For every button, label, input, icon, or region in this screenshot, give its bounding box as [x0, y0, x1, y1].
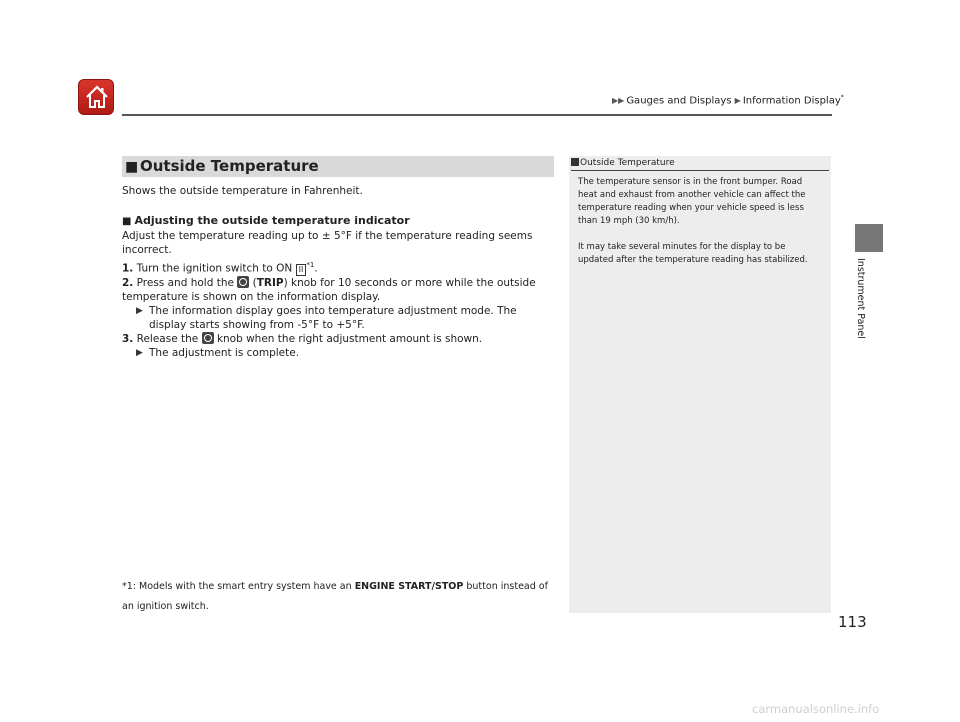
intro-text: Shows the outside temperature in Fahrenheit.: [122, 185, 363, 197]
footnote-ref: *1: [306, 261, 315, 269]
note-icon: [571, 158, 579, 166]
section-title: Outside Temperature: [140, 157, 319, 175]
side-note-divider: [571, 170, 829, 171]
trip-knob-icon: [202, 332, 214, 344]
breadcrumb-item-gauges[interactable]: Gauges and Displays: [626, 95, 732, 107]
side-note-heading: Outside Temperature: [571, 158, 675, 168]
result-arrow-icon: ▶: [136, 347, 143, 358]
step-3-result: ▶ The adjustment is complete.: [136, 346, 300, 359]
trip-knob-icon: [237, 276, 249, 288]
watermark: carmanualsonline.info: [752, 702, 880, 716]
breadcrumb: [612, 94, 844, 106]
side-note-panel: [569, 156, 831, 613]
subheading: ■ Adjusting the outside temperature indicator: [122, 214, 410, 227]
footnote: *1: Models with the smart entry system have an ENGINE START/STOP button instead of an ignition switch.: [122, 581, 548, 612]
ignition-on-icon: II: [296, 264, 307, 276]
chapter-tab[interactable]: [855, 224, 883, 252]
section-header: [122, 156, 554, 177]
step-2: 2. Press and hold the (TRIP) knob for 10 seconds or more while the outside temperature is shown on the information display.: [122, 276, 536, 303]
section-square-icon: ■: [125, 159, 139, 175]
page-number: 113: [838, 613, 867, 631]
adjust-text: Adjust the temperature reading up to ± 5°F if the temperature reading seems incorrect.: [122, 230, 533, 256]
step-3: 3. Release the knob when the right adjustment amount is shown.: [122, 332, 483, 345]
step-2-result: ▶ The information display goes into temperature adjustment mode. The display starts showing from -5°F to +5°F.: [136, 304, 517, 331]
result-arrow-icon: ▶: [136, 305, 143, 316]
chapter-label: Instrument Panel: [855, 258, 866, 339]
breadcrumb-arrow-icon: ▶: [734, 96, 741, 106]
home-button[interactable]: [78, 79, 114, 115]
header-divider: [122, 114, 832, 116]
side-note-paragraph: It may take several minutes for the display to be updated after the temperature reading has stabilized.: [578, 242, 808, 265]
home-icon: [84, 84, 110, 110]
breadcrumb-item-info-display[interactable]: Information Display: [742, 95, 841, 107]
side-note-paragraph: The temperature sensor is in the front bumper. Road heat and exhaust from another vehicle can affect the temperature reading when your vehicle speed is less than 19 mph (30 km/h).: [578, 177, 806, 226]
side-note-text: [578, 176, 823, 280]
steps-list: [122, 258, 554, 360]
subheading-square-icon: ■: [122, 216, 132, 227]
step-1: 1. Turn the ignition switch to ON II $^{*1}$.: [122, 261, 318, 275]
trip-label: TRIP: [256, 276, 284, 289]
breadcrumb-arrow-icon: ▶▶: [612, 96, 625, 106]
breadcrumb-mark: *: [840, 94, 844, 101]
